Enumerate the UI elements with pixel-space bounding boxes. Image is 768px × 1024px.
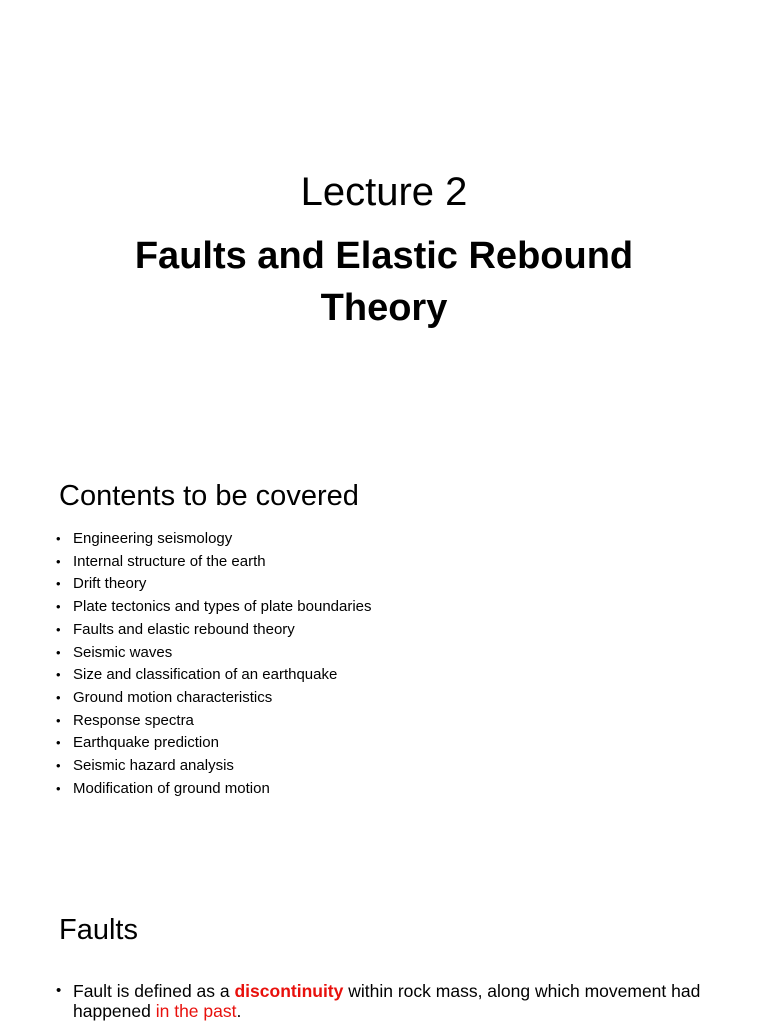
fault-definition-text-2: within rock mass, along which movement had happened bbox=[73, 981, 701, 1021]
list-item-text: Plate tectonics and types of plate boundaries bbox=[73, 598, 372, 616]
bullet-icon: • bbox=[56, 667, 61, 683]
bullet-icon: • bbox=[56, 531, 61, 546]
title-slide bbox=[0, 0, 768, 432]
lecture-title-line-2: Theory bbox=[320, 287, 448, 329]
contents-slide bbox=[0, 432, 768, 864]
list-item bbox=[56, 551, 372, 574]
bullet-icon: • bbox=[56, 553, 61, 569]
list-item bbox=[56, 710, 372, 733]
bullet-icon: • bbox=[56, 758, 61, 774]
lecture-title bbox=[60, 230, 708, 334]
list-item-text: Earthquake prediction bbox=[73, 734, 219, 752]
list-item bbox=[56, 664, 372, 687]
contents-list bbox=[56, 528, 372, 800]
bullet-icon: • bbox=[56, 576, 61, 592]
lecture-number: Lecture 2 bbox=[300, 170, 468, 214]
list-item-text: Modification of ground motion bbox=[73, 779, 270, 797]
list-item-text: Engineering seismology bbox=[73, 530, 233, 547]
list-item-text: Seismic waves bbox=[73, 643, 173, 661]
highlight-discontinuity: discontinuity bbox=[234, 981, 344, 1001]
list-item-text: Drift theory bbox=[73, 575, 147, 593]
contents-heading: Contents to be covered bbox=[59, 480, 359, 512]
list-item-text: Size and classification of an earthquake bbox=[73, 666, 338, 684]
list-item-text: Internal structure of the earth bbox=[73, 552, 266, 570]
bullet-icon: • bbox=[56, 780, 61, 796]
bullet-icon: • bbox=[56, 644, 61, 660]
list-item bbox=[56, 596, 372, 619]
bullet-icon: • bbox=[56, 689, 61, 705]
bullet-icon: • bbox=[56, 982, 62, 999]
list-item-text: Ground motion characteristics bbox=[73, 688, 273, 706]
list-item bbox=[56, 755, 372, 778]
bullet-icon: • bbox=[56, 599, 61, 615]
bullet-icon: • bbox=[56, 712, 61, 728]
list-item bbox=[56, 642, 372, 665]
list-item-text: Seismic hazard analysis bbox=[73, 757, 234, 775]
list-item bbox=[56, 573, 372, 596]
list-item-text: Response spectra bbox=[73, 711, 194, 729]
list-item bbox=[56, 687, 372, 710]
faults-heading: Faults bbox=[59, 914, 138, 946]
list-item-text: Faults and elastic rebound theory bbox=[73, 620, 295, 638]
list-item bbox=[56, 528, 372, 551]
list-item bbox=[56, 732, 372, 755]
fault-definition-text-3: . bbox=[236, 1001, 242, 1021]
bullet-icon: • bbox=[56, 735, 61, 751]
fault-definition-text-1: Fault is defined as a bbox=[73, 981, 235, 1001]
list-item bbox=[56, 619, 372, 642]
faults-slide bbox=[0, 864, 768, 1024]
lecture-title-line-1: Faults and Elastic Rebound bbox=[134, 235, 634, 277]
list-item bbox=[56, 778, 372, 801]
highlight-in-the-past: in the past bbox=[155, 1001, 237, 1021]
bullet-icon: • bbox=[56, 621, 61, 637]
fault-definition-paragraph bbox=[56, 981, 713, 1021]
